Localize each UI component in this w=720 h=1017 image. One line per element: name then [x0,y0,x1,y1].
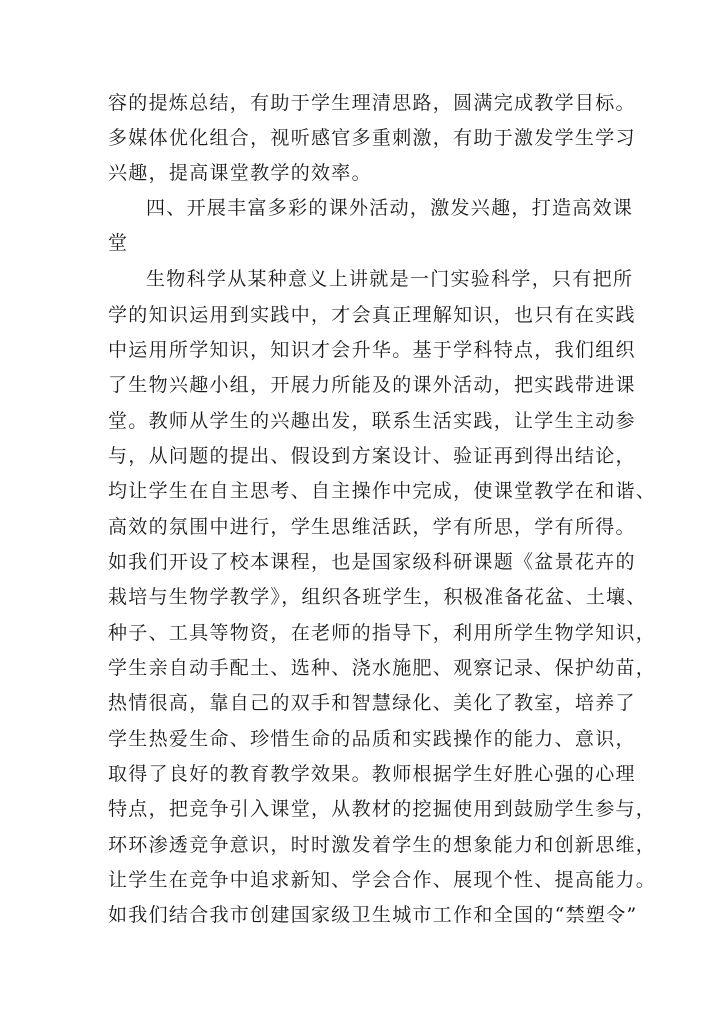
text-line: 种子、工具等物资，在老师的指导下，利用所学生物学知识， [108,622,657,644]
text-line: 学生热爱生命、珍惜生命的品质和实践操作的能力、意识， [108,728,636,750]
section-heading: 四、开展丰富多彩的课外活动，激发兴趣，打造高效课 [146,197,634,219]
section-heading-continued: 堂 [108,232,129,254]
text-line: 与，从问题的提出、假设到方案设计、验证再到得出结论， [108,445,636,467]
text-line: 学生亲自动手配土、选种、浇水施肥、观察记录、保护幼苗， [108,657,657,679]
text-line: 高效的氛围中进行，学生思维活跃，学有所思，学有所得。 [108,516,636,538]
text-line: 环环渗透竞争意识，时时激发着学生的想象能力和创新思维， [108,834,657,856]
text-line: 热情很高，靠自己的双手和智慧绿化、美化了教室，培养了 [108,692,636,714]
text-line: 了生物兴趣小组，开展力所能及的课外活动，把实践带进课 [108,374,636,396]
text-line: 特点，把竞争引入课堂，从教材的挖掘使用到鼓励学生参与， [108,798,657,820]
text-line: 如我们结合我市创建国家级卫生城市工作和全国的“禁塑令” [108,904,638,926]
text-line: 多媒体优化组合，视听感官多重刺激，有助于激发学生学习 [108,127,636,149]
text-line: 让学生在竞争中追求新知、学会合作、展现个性、提高能力。 [108,869,657,891]
text-line: 容的提炼总结，有助于学生理清思路，圆满完成教学目标。 [108,92,636,114]
text-line: 均让学生在自主思考、自主操作中完成，使课堂教学在和谐、 [108,480,657,502]
text-line: 中运用所学知识，知识才会升华。基于学科特点，我们组织 [108,339,636,361]
paragraph-first-line: 生物科学从某种意义上讲就是一门实验科学，只有把所 [146,268,634,290]
text-line: 如我们开设了校本课程，也是国家级科研课题《盆景花卉的 [108,551,636,573]
text-line: 学的知识运用到实践中，才会真正理解知识，也只有在实践 [108,304,636,326]
text-line: 兴趣，提高课堂教学的效率。 [108,162,372,184]
text-line: 栽培与生物学教学》，组织各班学生，积极准备花盆、土壤、 [108,586,647,608]
text-line: 取得了良好的教育教学效果。教师根据学生好胜心强的心理 [108,763,636,785]
text-line: 堂。教师从学生的兴趣出发，联系生活实践，让学生主动参 [108,410,636,432]
